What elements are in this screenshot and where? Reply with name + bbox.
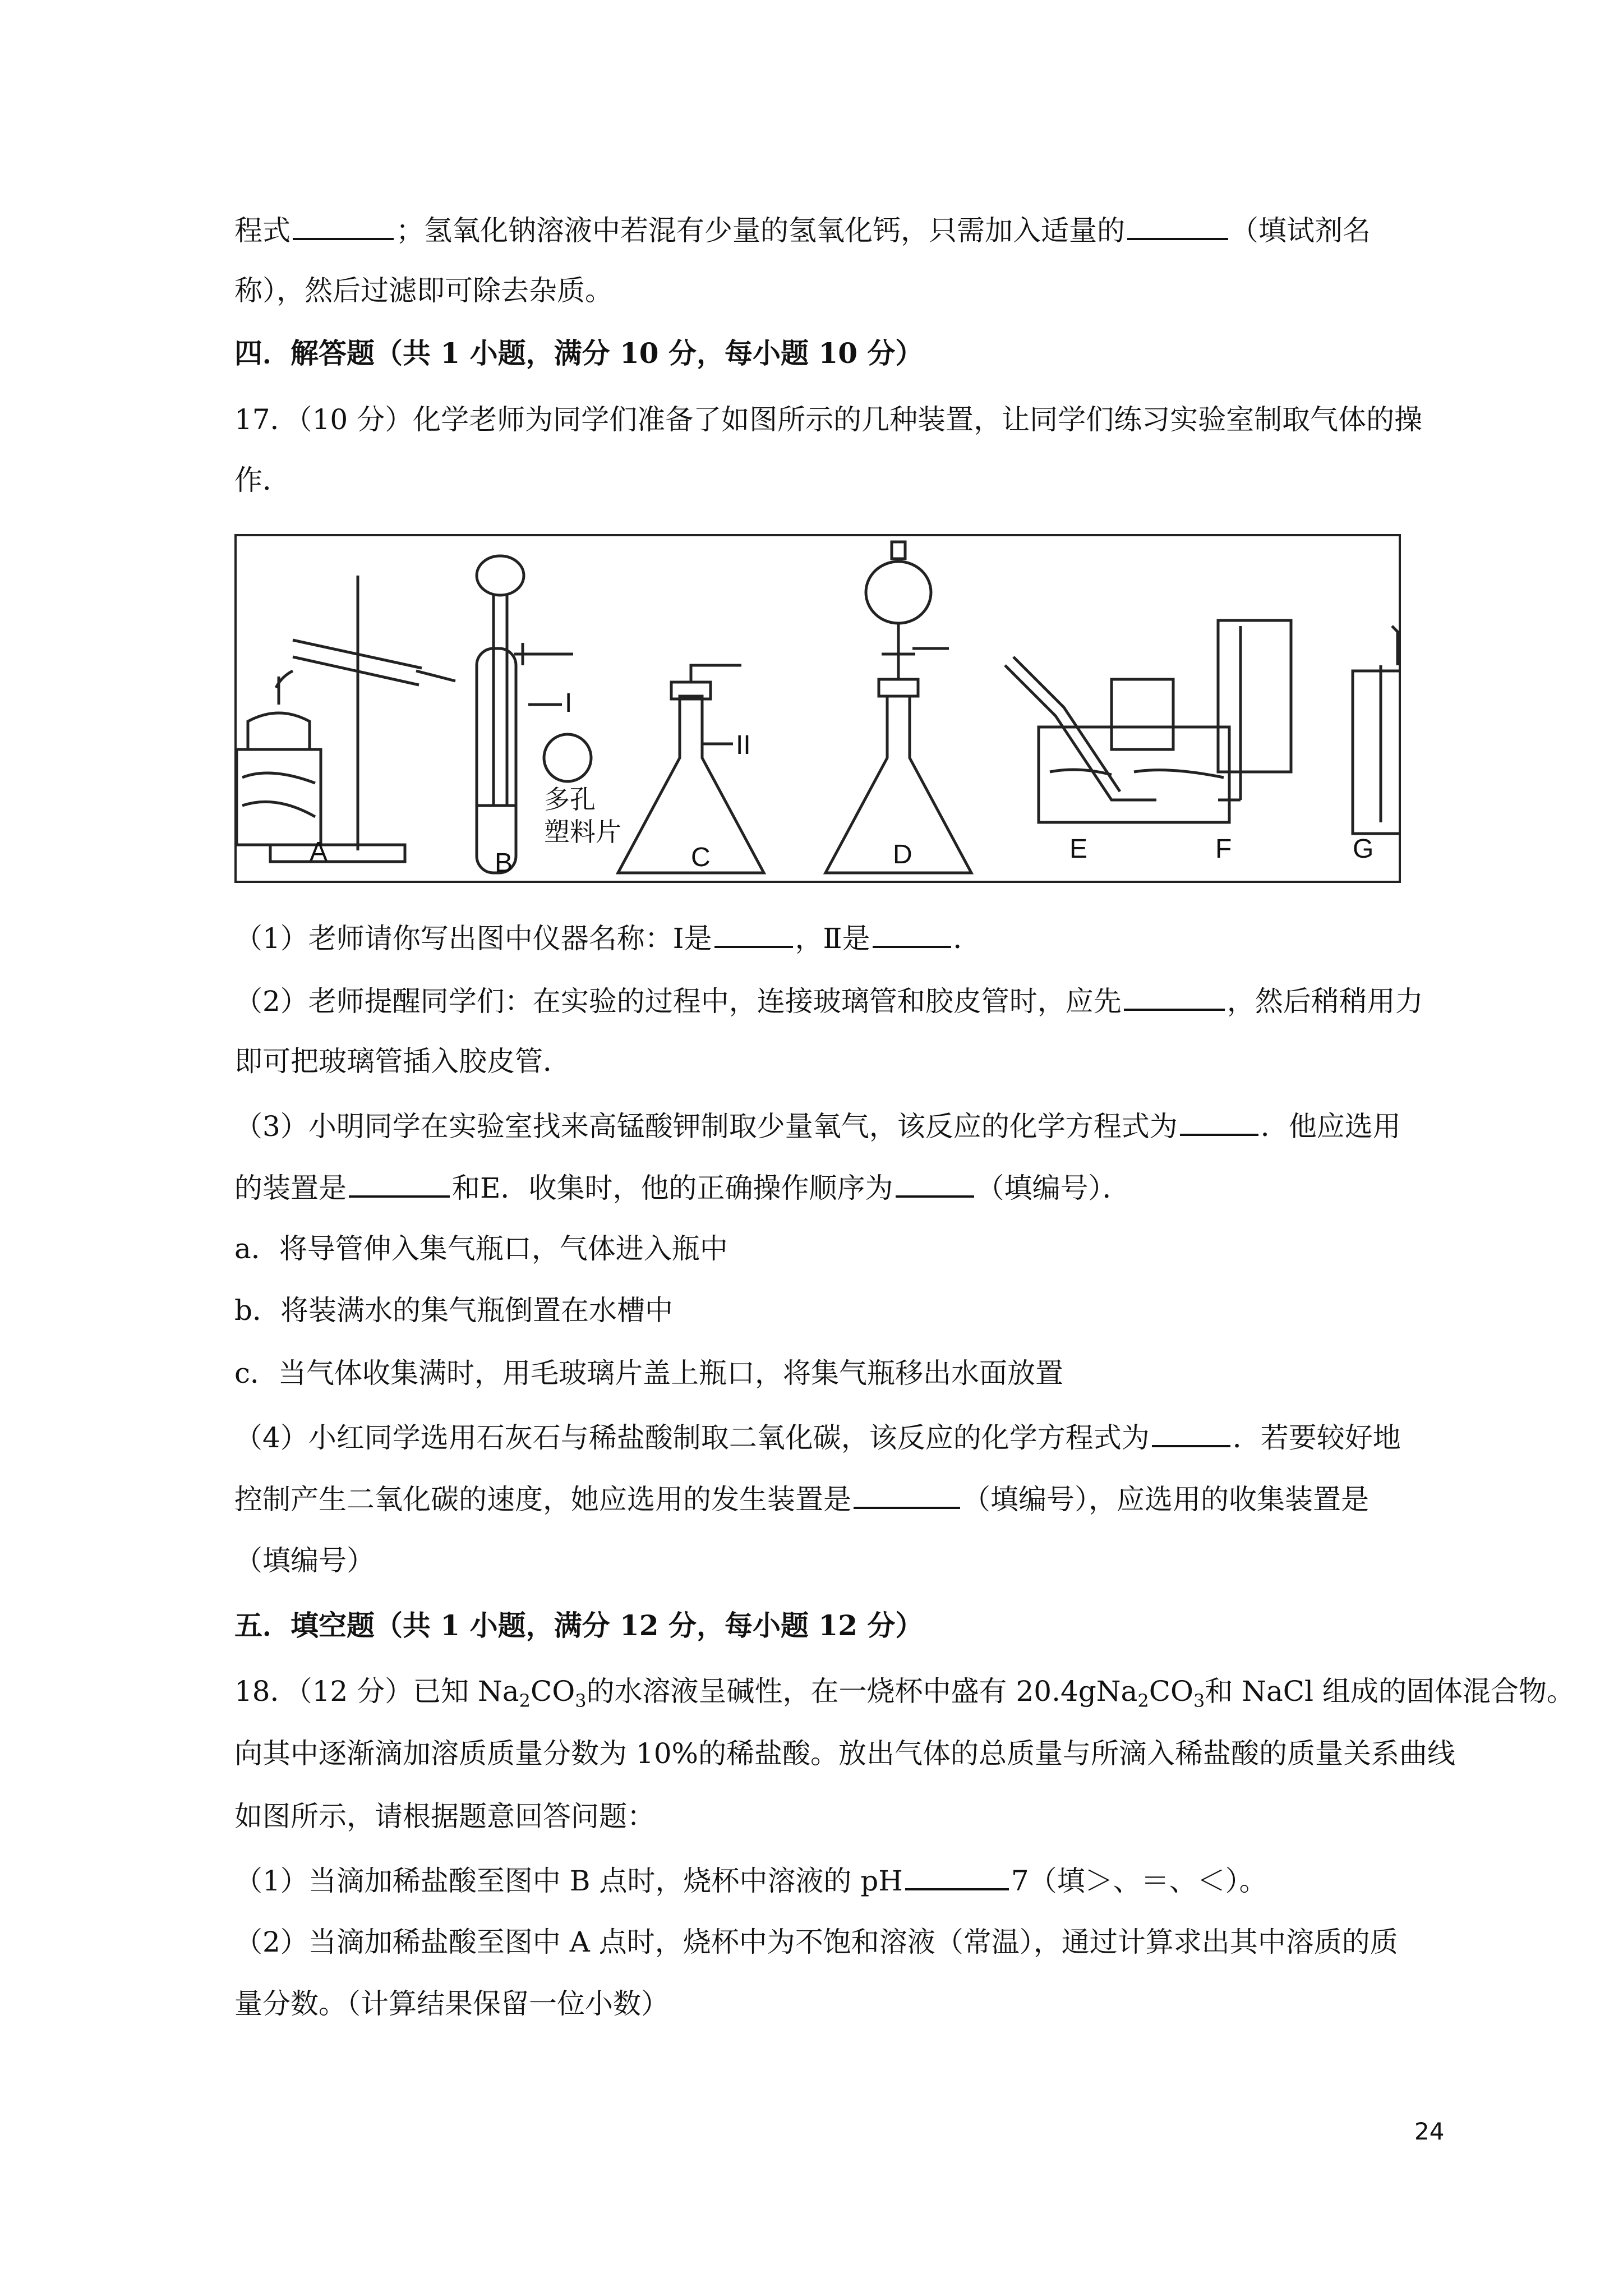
text: （填编号） xyxy=(234,1544,375,1577)
text: ．他应选用 xyxy=(1260,1110,1401,1143)
figure-label: G xyxy=(1353,834,1374,864)
page-number: 24 xyxy=(1414,2118,1445,2145)
answer-blank[interactable] xyxy=(293,212,394,240)
text: 的水溶液呈碱性，在一烧杯中盛有 20.4gNa xyxy=(586,1675,1138,1708)
text: （填编号）． xyxy=(976,1172,1131,1204)
question-17 xyxy=(234,403,1422,436)
answer-blank[interactable] xyxy=(905,1862,1009,1890)
answer-blank[interactable] xyxy=(1124,983,1225,1011)
plate-label: 塑料片 xyxy=(544,817,621,847)
answer-blank[interactable] xyxy=(1127,212,1228,240)
text: CO xyxy=(1149,1675,1193,1708)
apparatus-figure xyxy=(234,534,1401,883)
section-heading: 五．填空题（共 1 小题，满分 12 分，每小题 12 分） xyxy=(234,1609,924,1642)
question-part: （2）当滴加稀盐酸至图中 A 点时，烧杯中为不饱和溶液（常温），通过计算求出其中溶质的质 xyxy=(234,1926,1398,1958)
question-18 xyxy=(234,1674,1575,1718)
text: （3）小明同学在实验室找来高锰酸钾制取少量氧气，该反应的化学方程式为 xyxy=(234,1110,1178,1143)
text-line xyxy=(234,1170,1131,1205)
figure-label: B xyxy=(495,848,513,878)
text: 称），然后过滤即可除去杂质。 xyxy=(234,274,613,307)
subscript: 3 xyxy=(1193,1690,1205,1711)
text-line: 向其中逐渐滴加溶质质量分数为 10%的稀盐酸。放出气体的总质量与所滴入稀盐酸的质量关系曲线 xyxy=(234,1737,1456,1770)
text: 的装置是 xyxy=(234,1172,347,1204)
text: （填编号），应选用的收集装置是 xyxy=(962,1483,1369,1516)
text: ．若要较好地 xyxy=(1232,1421,1401,1454)
text-line xyxy=(234,1544,375,1577)
text-line xyxy=(234,463,291,497)
instrument-mark-ii: II xyxy=(736,730,751,760)
question-part xyxy=(234,920,981,955)
apparatus-drawing xyxy=(237,536,1399,881)
text: 7（填＞、＝、＜）。 xyxy=(1011,1865,1267,1897)
question-part xyxy=(234,1108,1401,1143)
option-c: c．当气体收集满时，用毛玻璃片盖上瓶口，将集气瓶移出水面放置 xyxy=(234,1357,1064,1389)
subscript: 2 xyxy=(1137,1690,1149,1711)
text-line xyxy=(234,274,613,307)
figure-label: A xyxy=(310,837,328,867)
text: 和 NaCl 组成的固体混合物。 xyxy=(1205,1675,1575,1708)
figure-label: C xyxy=(691,843,711,872)
text: 控制产生二氧化碳的速度，她应选用的发生装置是 xyxy=(234,1483,851,1516)
subscript: 3 xyxy=(575,1690,587,1711)
text: 17．（10 分）化学老师为同学们准备了如图所示的几种装置，让同学们练习实验室制取气体的操 xyxy=(234,403,1423,436)
question-part xyxy=(234,983,1423,1018)
option-a: a．将导管伸入集气瓶口，气体进入瓶中 xyxy=(234,1232,728,1265)
text-line xyxy=(234,1045,571,1078)
text-line xyxy=(234,212,1371,247)
text: 作． xyxy=(234,464,291,496)
plate-label: 多孔 xyxy=(544,784,596,815)
text: 即可把玻璃管插入胶皮管． xyxy=(234,1045,571,1078)
figure-label: E xyxy=(1069,834,1088,864)
text: （4）小红同学选用石灰石与稀盐酸制取二氧化碳，该反应的化学方程式为 xyxy=(234,1421,1150,1454)
answer-blank[interactable] xyxy=(896,1170,974,1198)
text: 和E．收集时，他的正确操作顺序为 xyxy=(452,1172,893,1204)
text: ，然后稍稍用力 xyxy=(1227,985,1423,1018)
text: （2）老师提醒同学们：在实验的过程中，连接玻璃管和胶皮管时，应先 xyxy=(234,985,1122,1018)
option-b: b．将装满水的集气瓶倒置在水槽中 xyxy=(234,1294,674,1327)
text: （填试剂名 xyxy=(1230,214,1371,247)
answer-blank[interactable] xyxy=(873,920,951,948)
answer-blank[interactable] xyxy=(854,1481,960,1509)
answer-blank[interactable] xyxy=(349,1170,450,1198)
answer-blank[interactable] xyxy=(1180,1108,1258,1136)
section-heading: 四．解答题（共 1 小题，满分 10 分，每小题 10 分） xyxy=(234,337,924,370)
instrument-mark-i: I xyxy=(565,688,573,718)
text-line xyxy=(234,1481,1369,1516)
subscript: 2 xyxy=(519,1690,531,1711)
text: ；氢氧化钠溶液中若混有少量的氢氧化钙，只需加入适量的 xyxy=(396,214,1125,247)
figure-label: F xyxy=(1215,834,1232,864)
text-line: 量分数。（计算结果保留一位小数） xyxy=(234,1987,669,2020)
question-part xyxy=(234,1419,1401,1455)
text: ． xyxy=(953,922,981,955)
text: 程式 xyxy=(234,214,291,247)
figure-label: D xyxy=(893,840,912,869)
text: （1）当滴加稀盐酸至图中 B 点时，烧杯中溶液的 pH xyxy=(234,1865,903,1897)
text: ，Ⅱ是 xyxy=(795,922,870,955)
text-line: 如图所示，请根据题意回答问题： xyxy=(234,1800,655,1833)
answer-blank[interactable] xyxy=(1152,1419,1230,1447)
answer-blank[interactable] xyxy=(714,920,793,948)
text: 18．（12 分）已知 Na xyxy=(234,1675,519,1708)
text: CO xyxy=(530,1675,575,1708)
question-part xyxy=(234,1862,1267,1898)
text: （1）老师请你写出图中仪器名称：Ⅰ是 xyxy=(234,922,712,955)
